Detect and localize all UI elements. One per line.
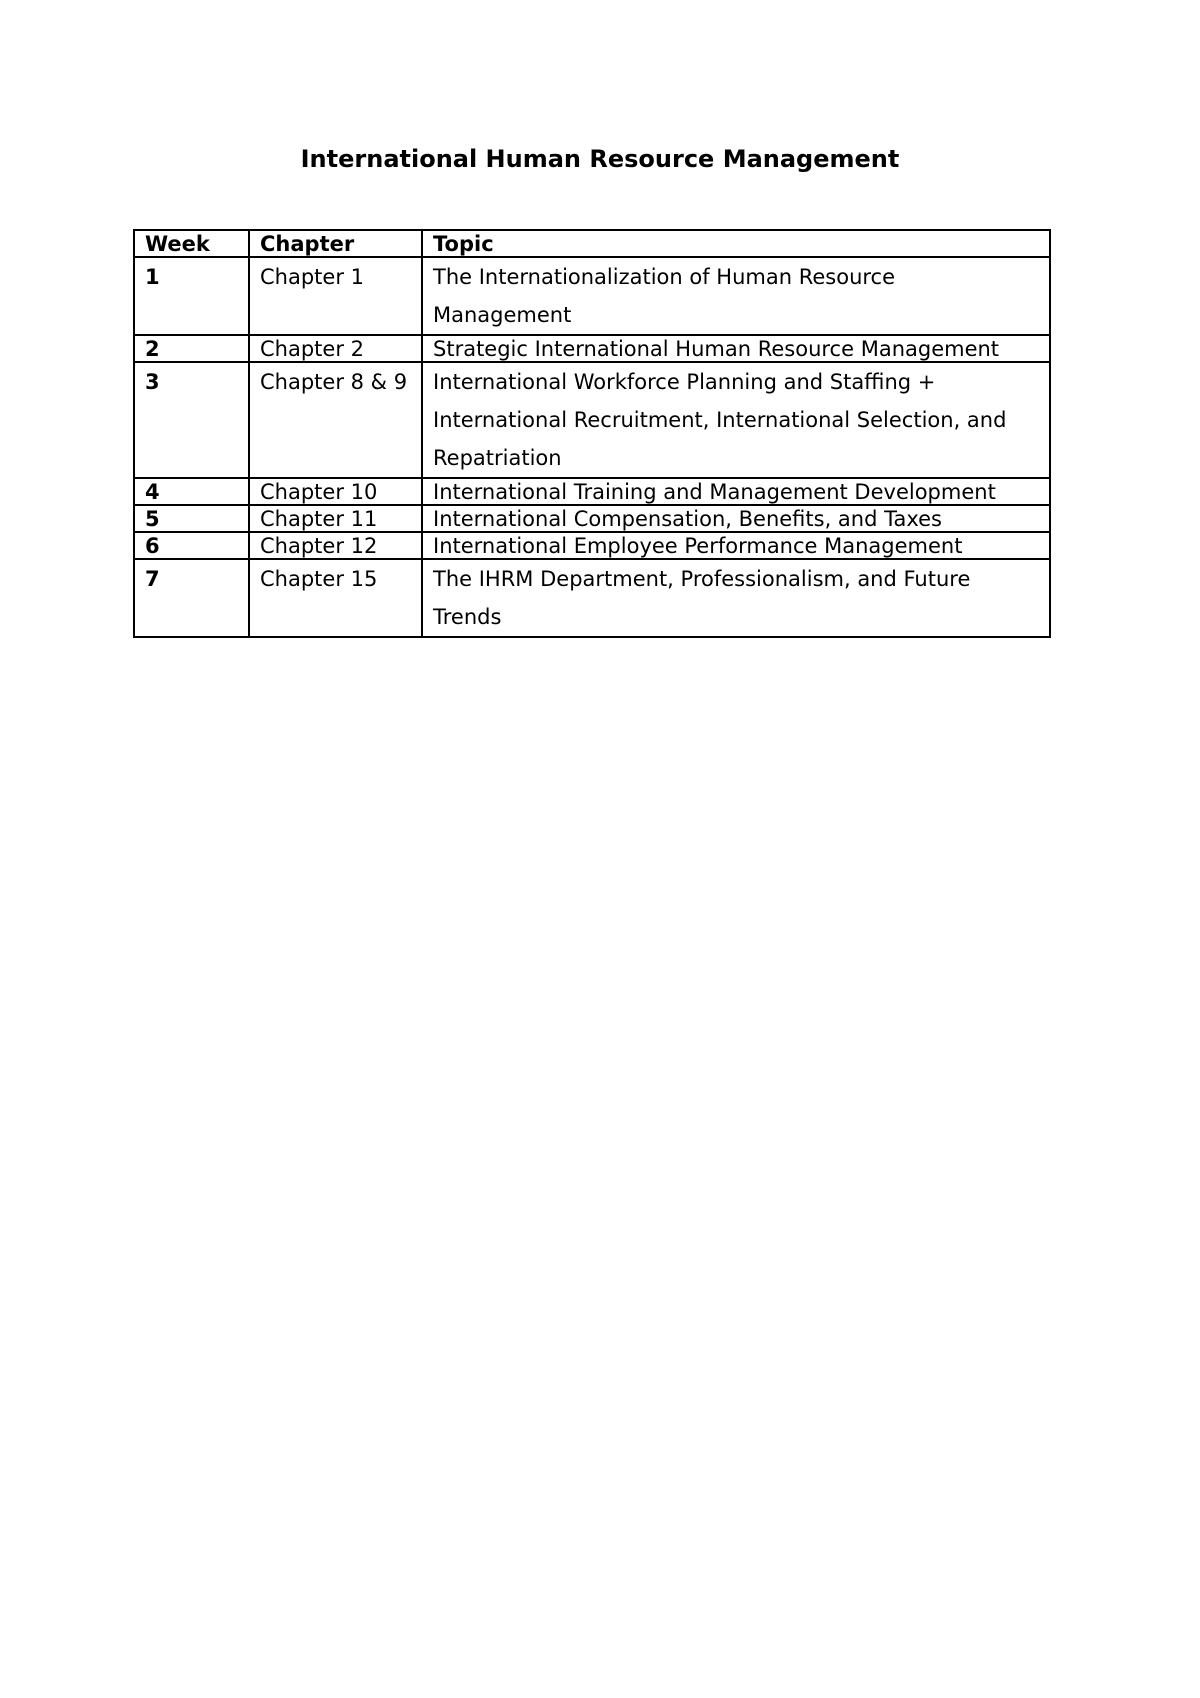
- chapter-cell: Chapter 15: [249, 559, 422, 637]
- chapter-cell: Chapter 8 & 9: [249, 362, 422, 478]
- page-title: International Human Resource Management: [300, 145, 900, 173]
- topic-cell: International Workforce Planning and Staffing + International Recruitment, International Selection, and Repatriation: [422, 362, 1050, 478]
- week-cell: 3: [134, 362, 249, 478]
- topic-cell: International Training and Management Development: [422, 478, 1050, 505]
- topic-cell: The IHRM Department, Professionalism, and Future Trends: [422, 559, 1050, 637]
- schedule-table: [133, 229, 1051, 638]
- week-cell: 4: [134, 478, 249, 505]
- table-header-row: [134, 230, 1050, 257]
- header-week: Week: [134, 230, 249, 257]
- chapter-cell: Chapter 1: [249, 257, 422, 335]
- chapter-cell: Chapter 2: [249, 335, 422, 362]
- week-cell: 5: [134, 505, 249, 532]
- topic-cell: International Employee Performance Management: [422, 532, 1050, 559]
- table-row: [134, 532, 1050, 559]
- chapter-cell: Chapter 11: [249, 505, 422, 532]
- week-cell: 2: [134, 335, 249, 362]
- table-row: [134, 478, 1050, 505]
- chapter-cell: Chapter 12: [249, 532, 422, 559]
- week-cell: 1: [134, 257, 249, 335]
- topic-cell: Strategic International Human Resource Management: [422, 335, 1050, 362]
- table-row: [134, 257, 1050, 335]
- table-row: [134, 362, 1050, 478]
- header-topic: Topic: [422, 230, 1050, 257]
- week-cell: 7: [134, 559, 249, 637]
- table-row: [134, 505, 1050, 532]
- header-chapter: Chapter: [249, 230, 422, 257]
- week-cell: 6: [134, 532, 249, 559]
- topic-cell: The Internationalization of Human Resource Management: [422, 257, 1050, 335]
- table-row: [134, 559, 1050, 637]
- chapter-cell: Chapter 10: [249, 478, 422, 505]
- table-row: [134, 335, 1050, 362]
- topic-cell: International Compensation, Benefits, and Taxes: [422, 505, 1050, 532]
